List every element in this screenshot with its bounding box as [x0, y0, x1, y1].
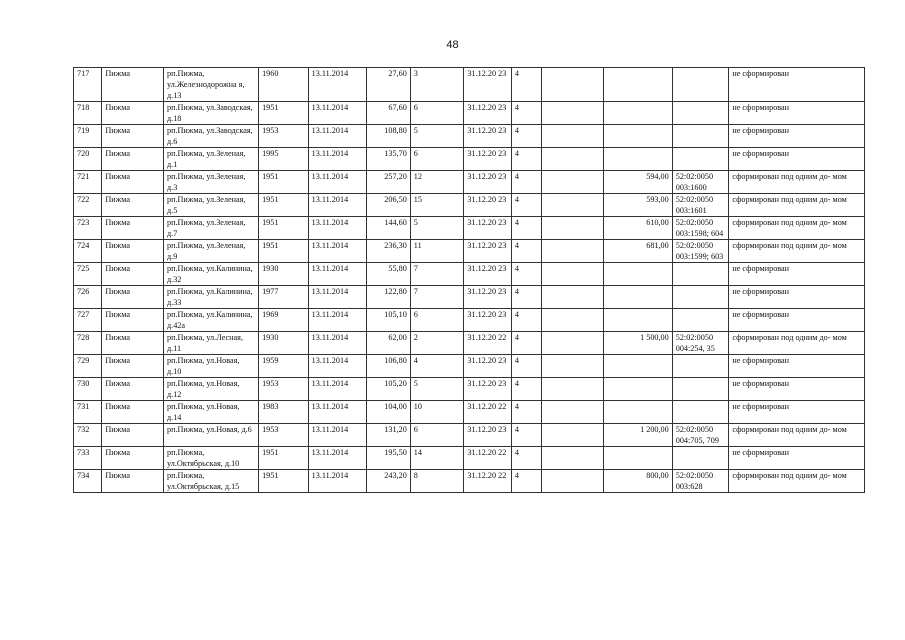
cadastral-number-cell — [672, 378, 729, 401]
deadline-cell: 31.12.20 23 — [464, 424, 512, 447]
row-number: 722 — [74, 194, 102, 217]
address-cell: рп.Пижма, ул.Калинина, д.42а — [164, 309, 259, 332]
deadline-cell: 31.12.20 23 — [464, 286, 512, 309]
stage-cell: 4 — [511, 401, 541, 424]
year-built-cell: 1951 — [259, 470, 309, 493]
table-row — [74, 263, 865, 286]
settlement-cell: Пижма — [102, 447, 164, 470]
land-status-cell: сформирован под одним до- мом — [729, 424, 865, 447]
empty-cell — [542, 102, 604, 125]
area-cell: 105,20 — [367, 378, 410, 401]
empty-cell — [542, 286, 604, 309]
empty-cell — [542, 68, 604, 102]
empty-cell — [542, 401, 604, 424]
deadline-cell: 31.12.20 23 — [464, 102, 512, 125]
deadline-cell: 31.12.20 23 — [464, 217, 512, 240]
stage-cell: 4 — [511, 194, 541, 217]
row-number: 718 — [74, 102, 102, 125]
land-status-cell: не сформирован — [729, 401, 865, 424]
address-cell: рп.Пижма, ул.Калинина, д.33 — [164, 286, 259, 309]
address-cell: рп.Пижма, ул.Заводская, д.18 — [164, 102, 259, 125]
year-built-cell: 1930 — [259, 263, 309, 286]
registry-body — [74, 68, 865, 493]
land-area-cell — [603, 148, 672, 171]
recognition-date-cell: 13.11.2014 — [308, 309, 367, 332]
stage-cell: 4 — [511, 68, 541, 102]
settlement-cell: Пижма — [102, 148, 164, 171]
recognition-date-cell: 13.11.2014 — [308, 102, 367, 125]
area-cell: 236,30 — [367, 240, 410, 263]
table-row — [74, 240, 865, 263]
year-built-cell: 1930 — [259, 332, 309, 355]
year-built-cell: 1969 — [259, 309, 309, 332]
residents-cell: 7 — [410, 286, 464, 309]
cadastral-number-cell — [672, 148, 729, 171]
cadastral-number-cell: 52:02:0050 003:1600 — [672, 171, 729, 194]
cadastral-number-cell — [672, 401, 729, 424]
row-number: 730 — [74, 378, 102, 401]
year-built-cell: 1951 — [259, 102, 309, 125]
row-number: 720 — [74, 148, 102, 171]
empty-cell — [542, 263, 604, 286]
stage-cell: 4 — [511, 332, 541, 355]
settlement-cell: Пижма — [102, 194, 164, 217]
table-row — [74, 447, 865, 470]
area-cell: 122,80 — [367, 286, 410, 309]
year-built-cell: 1953 — [259, 125, 309, 148]
table-row — [74, 217, 865, 240]
empty-cell — [542, 194, 604, 217]
settlement-cell: Пижма — [102, 401, 164, 424]
land-area-cell: 1 500,00 — [603, 332, 672, 355]
residents-cell: 7 — [410, 263, 464, 286]
deadline-cell: 31.12.20 23 — [464, 309, 512, 332]
cadastral-number-cell — [672, 447, 729, 470]
land-status-cell: не сформирован — [729, 378, 865, 401]
empty-cell — [542, 240, 604, 263]
land-area-cell — [603, 378, 672, 401]
land-status-cell: не сформирован — [729, 309, 865, 332]
table-row — [74, 378, 865, 401]
land-area-cell: 593,00 — [603, 194, 672, 217]
land-area-cell — [603, 447, 672, 470]
cadastral-number-cell: 52:02:0050 003:1599; 603 — [672, 240, 729, 263]
deadline-cell: 31.12.20 23 — [464, 194, 512, 217]
address-cell: рп.Пижма, ул.Новая, д.10 — [164, 355, 259, 378]
table-row — [74, 194, 865, 217]
cadastral-number-cell: 52:02:0050 003:1601 — [672, 194, 729, 217]
recognition-date-cell: 13.11.2014 — [308, 401, 367, 424]
row-number: 723 — [74, 217, 102, 240]
deadline-cell: 31.12.20 23 — [464, 171, 512, 194]
year-built-cell: 1953 — [259, 424, 309, 447]
table-row — [74, 309, 865, 332]
address-cell: рп.Пижма, ул.Калинина, д.32 — [164, 263, 259, 286]
area-cell: 257,20 — [367, 171, 410, 194]
row-number: 724 — [74, 240, 102, 263]
land-status-cell: не сформирован — [729, 447, 865, 470]
land-status-cell: не сформирован — [729, 148, 865, 171]
row-number: 733 — [74, 447, 102, 470]
deadline-cell: 31.12.20 22 — [464, 447, 512, 470]
residents-cell: 4 — [410, 355, 464, 378]
row-number: 727 — [74, 309, 102, 332]
table-row — [74, 102, 865, 125]
area-cell: 62,00 — [367, 332, 410, 355]
year-built-cell: 1995 — [259, 148, 309, 171]
land-status-cell: не сформирован — [729, 355, 865, 378]
empty-cell — [542, 355, 604, 378]
recognition-date-cell: 13.11.2014 — [308, 263, 367, 286]
cadastral-number-cell — [672, 125, 729, 148]
row-number: 734 — [74, 470, 102, 493]
address-cell: рп.Пижма, ул.Новая, д.6 — [164, 424, 259, 447]
recognition-date-cell: 13.11.2014 — [308, 171, 367, 194]
table-row — [74, 125, 865, 148]
row-number: 719 — [74, 125, 102, 148]
residents-cell: 6 — [410, 424, 464, 447]
empty-cell — [542, 332, 604, 355]
recognition-date-cell: 13.11.2014 — [308, 148, 367, 171]
stage-cell: 4 — [511, 217, 541, 240]
cadastral-number-cell — [672, 263, 729, 286]
row-number: 729 — [74, 355, 102, 378]
residents-cell: 3 — [410, 68, 464, 102]
row-number: 726 — [74, 286, 102, 309]
area-cell: 27,60 — [367, 68, 410, 102]
stage-cell: 4 — [511, 286, 541, 309]
area-cell: 131,20 — [367, 424, 410, 447]
deadline-cell: 31.12.20 23 — [464, 68, 512, 102]
recognition-date-cell: 13.11.2014 — [308, 286, 367, 309]
housing-registry-table — [73, 67, 865, 493]
address-cell: рп.Пижма, ул.Зеленая, д.3 — [164, 171, 259, 194]
land-status-cell: сформирован под одним до- мом — [729, 171, 865, 194]
deadline-cell: 31.12.20 22 — [464, 401, 512, 424]
recognition-date-cell: 13.11.2014 — [308, 355, 367, 378]
settlement-cell: Пижма — [102, 470, 164, 493]
address-cell: рп.Пижма, ул.Октябрьская, д.10 — [164, 447, 259, 470]
empty-cell — [542, 378, 604, 401]
residents-cell: 6 — [410, 309, 464, 332]
cadastral-number-cell — [672, 286, 729, 309]
stage-cell: 4 — [511, 470, 541, 493]
address-cell: рп.Пижма, ул.Зеленая, д.7 — [164, 217, 259, 240]
area-cell: 195,50 — [367, 447, 410, 470]
table-row — [74, 148, 865, 171]
row-number: 731 — [74, 401, 102, 424]
land-area-cell — [603, 68, 672, 102]
area-cell: 243,20 — [367, 470, 410, 493]
row-number: 721 — [74, 171, 102, 194]
address-cell: рп.Пижма, ул.Зеленая, д.5 — [164, 194, 259, 217]
deadline-cell: 31.12.20 23 — [464, 355, 512, 378]
deadline-cell: 31.12.20 23 — [464, 148, 512, 171]
year-built-cell: 1960 — [259, 68, 309, 102]
residents-cell: 8 — [410, 470, 464, 493]
stage-cell: 4 — [511, 447, 541, 470]
address-cell: рп.Пижма, ул.Новая, д.14 — [164, 401, 259, 424]
year-built-cell: 1951 — [259, 240, 309, 263]
empty-cell — [542, 309, 604, 332]
land-area-cell: 594,00 — [603, 171, 672, 194]
residents-cell: 12 — [410, 171, 464, 194]
deadline-cell: 31.12.20 23 — [464, 240, 512, 263]
land-area-cell — [603, 286, 672, 309]
stage-cell: 4 — [511, 148, 541, 171]
residents-cell: 14 — [410, 447, 464, 470]
area-cell: 105,10 — [367, 309, 410, 332]
cadastral-number-cell — [672, 355, 729, 378]
deadline-cell: 31.12.20 23 — [464, 378, 512, 401]
table-row — [74, 401, 865, 424]
residents-cell: 15 — [410, 194, 464, 217]
recognition-date-cell: 13.11.2014 — [308, 447, 367, 470]
page-number: 48 — [446, 39, 459, 51]
land-status-cell: не сформирован — [729, 286, 865, 309]
table-row — [74, 355, 865, 378]
recognition-date-cell: 13.11.2014 — [308, 240, 367, 263]
land-area-cell — [603, 102, 672, 125]
deadline-cell: 31.12.20 23 — [464, 263, 512, 286]
area-cell: 108,80 — [367, 125, 410, 148]
table-row — [74, 470, 865, 493]
settlement-cell: Пижма — [102, 332, 164, 355]
settlement-cell: Пижма — [102, 68, 164, 102]
land-area-cell: 610,00 — [603, 217, 672, 240]
table-row — [74, 171, 865, 194]
land-status-cell: сформирован под одним до- мом — [729, 194, 865, 217]
cadastral-number-cell — [672, 102, 729, 125]
cadastral-number-cell — [672, 68, 729, 102]
area-cell: 104,00 — [367, 401, 410, 424]
settlement-cell: Пижма — [102, 424, 164, 447]
land-area-cell: 800,00 — [603, 470, 672, 493]
stage-cell: 4 — [511, 125, 541, 148]
empty-cell — [542, 125, 604, 148]
land-area-cell: 1 200,00 — [603, 424, 672, 447]
land-area-cell — [603, 355, 672, 378]
land-status-cell: сформирован под одним до- мом — [729, 217, 865, 240]
stage-cell: 4 — [511, 171, 541, 194]
table-row — [74, 424, 865, 447]
empty-cell — [542, 424, 604, 447]
residents-cell: 11 — [410, 240, 464, 263]
empty-cell — [542, 148, 604, 171]
land-status-cell: не сформирован — [729, 263, 865, 286]
area-cell: 135,70 — [367, 148, 410, 171]
address-cell: рп.Пижма, ул.Заводская, д.6 — [164, 125, 259, 148]
empty-cell — [542, 447, 604, 470]
year-built-cell: 1983 — [259, 401, 309, 424]
land-area-cell — [603, 401, 672, 424]
address-cell: рп.Пижма, ул.Зеленая, д.9 — [164, 240, 259, 263]
residents-cell: 6 — [410, 102, 464, 125]
empty-cell — [542, 171, 604, 194]
table-row — [74, 286, 865, 309]
recognition-date-cell: 13.11.2014 — [308, 194, 367, 217]
settlement-cell: Пижма — [102, 217, 164, 240]
residents-cell: 10 — [410, 401, 464, 424]
year-built-cell: 1951 — [259, 217, 309, 240]
settlement-cell: Пижма — [102, 378, 164, 401]
address-cell: рп.Пижма, ул.Лесная, д.11 — [164, 332, 259, 355]
deadline-cell: 31.12.20 23 — [464, 125, 512, 148]
stage-cell: 4 — [511, 378, 541, 401]
settlement-cell: Пижма — [102, 125, 164, 148]
area-cell: 106,80 — [367, 355, 410, 378]
land-status-cell: сформирован под одним до- мом — [729, 240, 865, 263]
year-built-cell: 1977 — [259, 286, 309, 309]
area-cell: 55,80 — [367, 263, 410, 286]
settlement-cell: Пижма — [102, 309, 164, 332]
table-row — [74, 68, 865, 102]
cadastral-number-cell: 52:02:0050 003:1598; 604 — [672, 217, 729, 240]
stage-cell: 4 — [511, 355, 541, 378]
cadastral-number-cell: 52:02:0050 004:254, 35 — [672, 332, 729, 355]
cadastral-number-cell: 52:02:0050 004:705, 709 — [672, 424, 729, 447]
settlement-cell: Пижма — [102, 102, 164, 125]
recognition-date-cell: 13.11.2014 — [308, 68, 367, 102]
land-status-cell: не сформирован — [729, 125, 865, 148]
residents-cell: 5 — [410, 217, 464, 240]
row-number: 725 — [74, 263, 102, 286]
stage-cell: 4 — [511, 309, 541, 332]
cadastral-number-cell: 52:02:0050 003:628 — [672, 470, 729, 493]
stage-cell: 4 — [511, 240, 541, 263]
land-status-cell: не сформирован — [729, 68, 865, 102]
land-area-cell — [603, 125, 672, 148]
year-built-cell: 1953 — [259, 378, 309, 401]
table-row — [74, 332, 865, 355]
land-status-cell: сформирован под одним до- мом — [729, 470, 865, 493]
residents-cell: 6 — [410, 148, 464, 171]
settlement-cell: Пижма — [102, 171, 164, 194]
year-built-cell: 1951 — [259, 171, 309, 194]
land-area-cell — [603, 309, 672, 332]
recognition-date-cell: 13.11.2014 — [308, 378, 367, 401]
area-cell: 206,50 — [367, 194, 410, 217]
address-cell: рп.Пижма, ул.Железнодорожна я, д.13 — [164, 68, 259, 102]
year-built-cell: 1951 — [259, 447, 309, 470]
recognition-date-cell: 13.11.2014 — [308, 424, 367, 447]
recognition-date-cell: 13.11.2014 — [308, 125, 367, 148]
deadline-cell: 31.12.20 22 — [464, 470, 512, 493]
residents-cell: 5 — [410, 125, 464, 148]
settlement-cell: Пижма — [102, 240, 164, 263]
residents-cell: 2 — [410, 332, 464, 355]
recognition-date-cell: 13.11.2014 — [308, 470, 367, 493]
stage-cell: 4 — [511, 102, 541, 125]
settlement-cell: Пижма — [102, 286, 164, 309]
empty-cell — [542, 470, 604, 493]
row-number: 717 — [74, 68, 102, 102]
land-area-cell — [603, 263, 672, 286]
recognition-date-cell: 13.11.2014 — [308, 217, 367, 240]
row-number: 732 — [74, 424, 102, 447]
settlement-cell: Пижма — [102, 355, 164, 378]
stage-cell: 4 — [511, 263, 541, 286]
address-cell: рп.Пижма, ул.Октябрьская, д.15 — [164, 470, 259, 493]
row-number: 728 — [74, 332, 102, 355]
land-status-cell: не сформирован — [729, 102, 865, 125]
land-status-cell: сформирован под одним до- мом — [729, 332, 865, 355]
area-cell: 144,60 — [367, 217, 410, 240]
residents-cell: 5 — [410, 378, 464, 401]
year-built-cell: 1959 — [259, 355, 309, 378]
deadline-cell: 31.12.20 22 — [464, 332, 512, 355]
address-cell: рп.Пижма, ул.Зеленая, д.1 — [164, 148, 259, 171]
year-built-cell: 1951 — [259, 194, 309, 217]
cadastral-number-cell — [672, 309, 729, 332]
settlement-cell: Пижма — [102, 263, 164, 286]
address-cell: рп.Пижма, ул.Новая, д.12 — [164, 378, 259, 401]
empty-cell — [542, 217, 604, 240]
recognition-date-cell: 13.11.2014 — [308, 332, 367, 355]
stage-cell: 4 — [511, 424, 541, 447]
area-cell: 67,60 — [367, 102, 410, 125]
land-area-cell: 681,00 — [603, 240, 672, 263]
